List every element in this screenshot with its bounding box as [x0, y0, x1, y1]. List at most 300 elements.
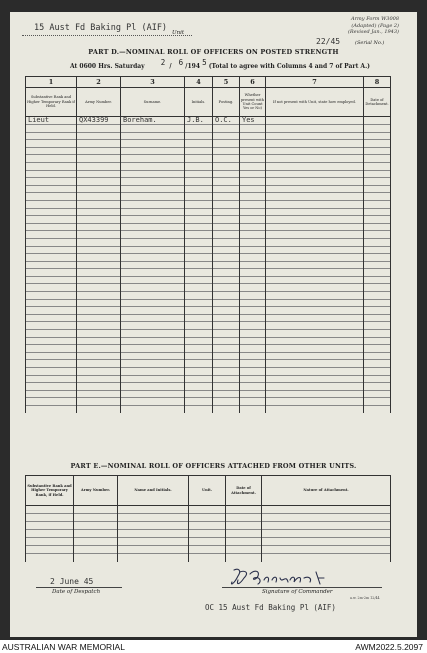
table-cell	[364, 383, 391, 391]
entry-initials: J.B.	[185, 117, 213, 125]
table-cell	[266, 307, 364, 315]
table-cell	[77, 276, 121, 284]
table-cell	[240, 299, 266, 307]
table-cell	[121, 276, 185, 284]
table-cell	[185, 231, 213, 239]
table-cell	[121, 375, 185, 383]
table-cell	[240, 398, 266, 406]
table-cell	[213, 208, 240, 216]
table-cell	[240, 307, 266, 315]
table-row	[26, 276, 391, 284]
table-cell	[240, 368, 266, 376]
entry-army-number: QX43399	[77, 117, 121, 125]
table-cell	[213, 223, 240, 231]
table-cell	[77, 261, 121, 269]
table-cell	[185, 269, 213, 277]
form-ref-line2: (Adapted) (Page 2)	[351, 22, 399, 29]
print-reference: a.w. 2m-2m 12/44	[350, 596, 380, 600]
col-num-6: 6	[240, 77, 266, 88]
table-cell	[213, 254, 240, 262]
column-header-row	[26, 88, 391, 117]
table-cell	[121, 383, 185, 391]
table-cell	[77, 405, 121, 413]
table-cell	[240, 292, 266, 300]
table-cell	[121, 269, 185, 277]
table-cell	[364, 246, 391, 254]
table-cell	[185, 147, 213, 155]
table-cell	[266, 383, 364, 391]
table-cell	[262, 530, 391, 538]
table-cell	[77, 170, 121, 178]
table-cell	[364, 330, 391, 338]
table-cell	[77, 147, 121, 155]
table-cell	[77, 155, 121, 163]
table-cell	[121, 231, 185, 239]
table-cell	[240, 360, 266, 368]
table-cell	[26, 530, 74, 538]
table-row	[26, 269, 391, 277]
table-cell	[121, 330, 185, 338]
table-cell	[213, 238, 240, 246]
table-cell	[226, 530, 262, 538]
table-row	[26, 405, 391, 413]
table-cell	[121, 185, 185, 193]
part-d-date-line: At 0600 Hrs. Saturday 2 / 6 /194 5 (Total to agree with Columns 4 and 7 of Part A.)	[70, 58, 371, 70]
table-cell	[185, 330, 213, 338]
table-cell	[364, 322, 391, 330]
table-cell	[240, 284, 266, 292]
table-cell	[213, 405, 240, 413]
table-cell	[26, 506, 74, 514]
table-cell	[240, 246, 266, 254]
table-cell	[266, 337, 364, 345]
table-cell	[185, 276, 213, 284]
table-cell	[240, 147, 266, 155]
table-cell	[185, 170, 213, 178]
table-cell	[77, 193, 121, 201]
table-cell	[213, 162, 240, 170]
table-cell	[240, 337, 266, 345]
date-suffix: (Total to agree with Columns 4 and 7 of Part A.)	[208, 63, 371, 70]
table-row	[26, 330, 391, 338]
table-cell	[121, 132, 185, 140]
table-cell	[185, 178, 213, 186]
header-initials: Initials.	[185, 88, 213, 117]
table-cell	[74, 546, 118, 554]
table-cell	[121, 147, 185, 155]
table-cell	[213, 125, 240, 133]
table-cell	[213, 261, 240, 269]
part-d-title: PART D.—NOMINAL ROLL OF OFFICERS ON POSTED STRENGTH	[88, 48, 339, 56]
serial-number: 22/45	[316, 37, 341, 46]
table-cell	[266, 208, 364, 216]
table-cell	[185, 383, 213, 391]
table-cell	[185, 337, 213, 345]
table-cell	[77, 223, 121, 231]
table-cell	[240, 269, 266, 277]
entry-posting: O.C.	[213, 117, 240, 125]
table-row	[26, 261, 391, 269]
table-cell	[226, 506, 262, 514]
table-cell	[26, 514, 74, 522]
table-cell	[26, 170, 77, 178]
table-row	[26, 352, 391, 360]
table-cell	[26, 269, 77, 277]
part-d-table	[25, 76, 391, 413]
table-cell	[364, 269, 391, 277]
table-cell	[26, 284, 77, 292]
table-cell	[266, 375, 364, 383]
table-cell	[118, 554, 189, 562]
table-cell	[240, 238, 266, 246]
table-cell	[189, 546, 226, 554]
table-cell	[26, 216, 77, 224]
table-cell	[121, 200, 185, 208]
table-cell	[213, 269, 240, 277]
table-cell	[266, 368, 364, 376]
e-header-nature: Nature of Attachment.	[262, 476, 391, 506]
table-cell	[262, 522, 391, 530]
table-cell	[185, 390, 213, 398]
entry-present: Yes	[240, 117, 266, 125]
table-cell	[77, 238, 121, 246]
table-cell	[226, 514, 262, 522]
table-cell	[240, 254, 266, 262]
at-hours-text: At 0600 Hrs. Saturday	[70, 63, 145, 70]
table-cell	[240, 261, 266, 269]
table-cell	[26, 292, 77, 300]
table-cell	[364, 368, 391, 376]
table-cell	[74, 514, 118, 522]
table-row	[26, 554, 391, 562]
table-cell	[77, 178, 121, 186]
e-header-army-number: Army Number.	[74, 476, 118, 506]
column-number-row	[26, 77, 391, 88]
table-cell	[26, 554, 74, 562]
e-header-name: Name and Initials.	[118, 476, 189, 506]
table-cell	[26, 140, 77, 148]
table-cell	[185, 208, 213, 216]
table-cell	[77, 208, 121, 216]
table-cell	[185, 345, 213, 353]
table-cell	[26, 352, 77, 360]
unit-value: 15 Aust Fd Baking Pl (AIF)	[34, 23, 168, 33]
table-cell	[121, 162, 185, 170]
table-cell	[226, 546, 262, 554]
form-ref-line3: (Revised Jan., 1943)	[347, 29, 399, 35]
table-cell	[121, 405, 185, 413]
table-cell	[262, 514, 391, 522]
table-cell	[118, 506, 189, 514]
table-cell	[364, 178, 391, 186]
table-cell	[240, 375, 266, 383]
table-cell	[121, 284, 185, 292]
table-cell	[213, 193, 240, 201]
table-cell	[185, 254, 213, 262]
table-cell	[262, 554, 391, 562]
table-cell	[266, 155, 364, 163]
table-cell	[118, 538, 189, 546]
table-cell	[266, 125, 364, 133]
table-cell	[364, 345, 391, 353]
table-cell	[121, 178, 185, 186]
table-cell	[121, 208, 185, 216]
table-row	[26, 238, 391, 246]
table-cell	[213, 360, 240, 368]
table-cell	[77, 322, 121, 330]
table-cell	[240, 208, 266, 216]
table-cell	[266, 322, 364, 330]
entry-rank: Lieut	[26, 117, 77, 125]
caption-left: AUSTRALIAN WAR MEMORIAL	[2, 641, 125, 652]
table-row	[26, 546, 391, 554]
table-cell	[364, 314, 391, 322]
table-cell	[185, 405, 213, 413]
header-detachment: Date of Detachment.	[364, 88, 391, 117]
table-cell	[364, 261, 391, 269]
table-cell	[121, 125, 185, 133]
table-cell	[240, 383, 266, 391]
table-row	[26, 522, 391, 530]
table-cell	[26, 261, 77, 269]
table-cell	[185, 292, 213, 300]
table-cell	[77, 345, 121, 353]
table-row	[26, 375, 391, 383]
table-cell	[213, 231, 240, 239]
table-cell	[240, 231, 266, 239]
table-cell	[118, 530, 189, 538]
table-cell	[364, 208, 391, 216]
table-cell	[26, 178, 77, 186]
table-row	[26, 514, 391, 522]
table-cell	[262, 546, 391, 554]
table-cell	[121, 246, 185, 254]
table-row	[26, 368, 391, 376]
e-header-rank: Substantive Rank and Higher Temporary Rank, if Held.	[26, 476, 74, 506]
table-cell	[77, 269, 121, 277]
table-row	[26, 193, 391, 201]
table-cell	[213, 398, 240, 406]
table-cell	[213, 216, 240, 224]
table-cell	[364, 185, 391, 193]
table-cell	[364, 140, 391, 148]
table-cell	[266, 398, 364, 406]
table-cell	[26, 193, 77, 201]
table-cell	[77, 140, 121, 148]
table-cell	[213, 322, 240, 330]
table-cell	[266, 193, 364, 201]
table-cell	[26, 314, 77, 322]
table-cell	[266, 200, 364, 208]
table-cell	[26, 330, 77, 338]
table-cell	[26, 208, 77, 216]
table-cell	[185, 155, 213, 163]
table-cell	[121, 352, 185, 360]
table-cell	[364, 360, 391, 368]
table-cell	[266, 276, 364, 284]
table-cell	[121, 390, 185, 398]
header-posting: Posting.	[213, 88, 240, 117]
table-cell	[26, 254, 77, 262]
table-cell	[77, 330, 121, 338]
table-cell	[364, 223, 391, 231]
table-cell	[364, 155, 391, 163]
table-cell	[189, 514, 226, 522]
entry-surname: Boreham.	[121, 117, 185, 125]
table-row	[26, 200, 391, 208]
table-cell	[121, 155, 185, 163]
table-row	[26, 322, 391, 330]
table-row	[26, 530, 391, 538]
table-cell	[26, 125, 77, 133]
table-row	[26, 185, 391, 193]
form-ref-line1: Army Form W3008	[351, 16, 399, 22]
year-digit: 5	[202, 58, 207, 67]
table-row	[26, 216, 391, 224]
table-cell	[213, 314, 240, 322]
table-cell	[189, 530, 226, 538]
table-cell	[240, 405, 266, 413]
table-cell	[77, 200, 121, 208]
table-cell	[213, 132, 240, 140]
col-num-8: 8	[364, 77, 391, 88]
table-row	[26, 254, 391, 262]
table-cell	[240, 170, 266, 178]
table-cell	[185, 368, 213, 376]
table-cell	[26, 299, 77, 307]
table-cell	[213, 307, 240, 315]
table-cell	[240, 276, 266, 284]
table-cell	[77, 307, 121, 315]
table-cell	[262, 506, 391, 514]
table-cell	[185, 223, 213, 231]
table-row	[26, 155, 391, 163]
entry-employed	[266, 117, 364, 125]
header-present: Whether present with Unit Count Yes or No)	[240, 88, 266, 117]
table-cell	[240, 330, 266, 338]
table-cell	[189, 506, 226, 514]
table-cell	[364, 162, 391, 170]
commander-designation: OC 15 Aust Fd Baking Pl (AIF)	[205, 603, 336, 612]
table-cell	[26, 546, 74, 554]
table-cell	[240, 155, 266, 163]
table-cell	[266, 330, 364, 338]
table-row	[26, 299, 391, 307]
table-row	[26, 223, 391, 231]
table-cell	[364, 125, 391, 133]
table-cell	[364, 238, 391, 246]
table-cell	[364, 193, 391, 201]
table-cell	[77, 352, 121, 360]
table-cell	[266, 231, 364, 239]
table-cell	[266, 170, 364, 178]
part-e-title: PART E.—NOMINAL ROLL OF OFFICERS ATTACHED FROM OTHER UNITS.	[70, 462, 357, 470]
table-cell	[77, 216, 121, 224]
table-cell	[364, 292, 391, 300]
table-cell	[266, 360, 364, 368]
table-cell	[266, 246, 364, 254]
table-cell	[266, 284, 364, 292]
table-cell	[213, 292, 240, 300]
table-cell	[364, 299, 391, 307]
day-value: 2	[160, 58, 166, 67]
table-cell	[185, 132, 213, 140]
table-cell	[74, 506, 118, 514]
header-surname: Surname.	[121, 88, 185, 117]
table-cell	[121, 322, 185, 330]
table-row	[26, 307, 391, 315]
table-cell	[121, 223, 185, 231]
table-row	[26, 337, 391, 345]
table-cell	[240, 140, 266, 148]
table-cell	[77, 231, 121, 239]
table-cell	[266, 269, 364, 277]
table-row	[26, 398, 391, 406]
col-num-3: 3	[121, 77, 185, 88]
table-cell	[364, 200, 391, 208]
table-cell	[185, 162, 213, 170]
table-cell	[121, 345, 185, 353]
table-cell	[266, 178, 364, 186]
table-cell	[26, 368, 77, 376]
table-cell	[185, 360, 213, 368]
table-cell	[266, 132, 364, 140]
table-row	[26, 208, 391, 216]
col-num-2: 2	[77, 77, 121, 88]
table-cell	[121, 307, 185, 315]
table-cell	[240, 216, 266, 224]
table-cell	[118, 546, 189, 554]
caption-right: AWM2022.5.2097	[355, 641, 423, 652]
table-row	[26, 162, 391, 170]
table-cell	[213, 200, 240, 208]
col-num-1: 1	[26, 77, 77, 88]
table-cell	[77, 390, 121, 398]
table-cell	[185, 352, 213, 360]
table-row	[26, 117, 391, 125]
table-cell	[74, 554, 118, 562]
table-row	[26, 383, 391, 391]
archive-caption	[0, 640, 427, 653]
table-row	[26, 231, 391, 239]
table-cell	[74, 530, 118, 538]
table-row	[26, 506, 391, 514]
table-cell	[121, 299, 185, 307]
table-row	[26, 390, 391, 398]
table-cell	[364, 132, 391, 140]
table-cell	[266, 299, 364, 307]
table-cell	[121, 254, 185, 262]
table-cell	[26, 238, 77, 246]
table-cell	[185, 284, 213, 292]
signature-line	[222, 587, 382, 588]
table-cell	[364, 254, 391, 262]
table-cell	[26, 223, 77, 231]
table-cell	[266, 147, 364, 155]
table-cell	[121, 216, 185, 224]
table-cell	[266, 352, 364, 360]
table-cell	[77, 185, 121, 193]
table-cell	[26, 246, 77, 254]
table-cell	[213, 178, 240, 186]
table-cell	[185, 193, 213, 201]
table-cell	[213, 299, 240, 307]
signature-label: Signature of Commander	[262, 589, 333, 595]
table-row	[26, 360, 391, 368]
despatch-line	[36, 587, 122, 588]
table-cell	[266, 314, 364, 322]
col-num-5: 5	[213, 77, 240, 88]
